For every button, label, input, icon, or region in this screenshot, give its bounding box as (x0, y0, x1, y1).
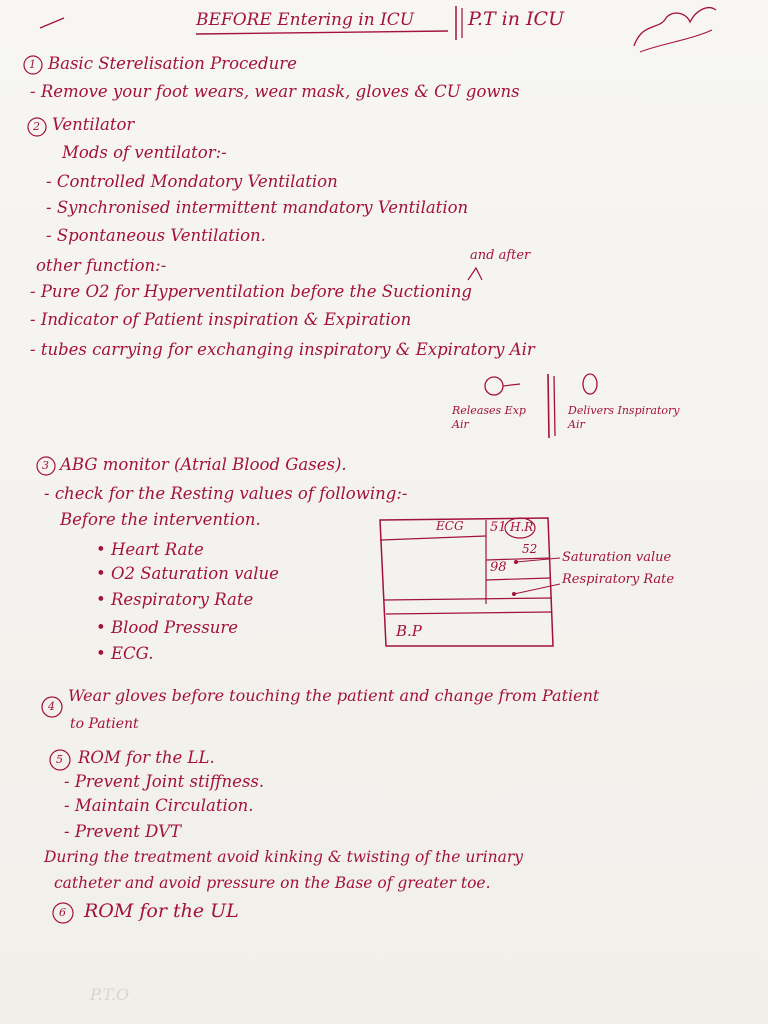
section-2-mode-1: - Controlled Mondatory Ventilation (46, 172, 338, 191)
section-2-other-heading: other function:- (36, 256, 167, 275)
section-5-number: 5 (56, 753, 63, 766)
section-4-number: 4 (48, 700, 55, 713)
section-2-function-1: - Pure O2 for Hyperventilation before the Suctioning (30, 282, 472, 301)
section-5-line-2: - Maintain Circulation. (64, 796, 254, 815)
section-1-title: Basic Sterelisation Procedure (48, 54, 297, 73)
monitor-ecg-label: ECG (436, 519, 464, 533)
section-1-number: 1 (29, 58, 36, 71)
section-5-title: ROM for the LL. (78, 748, 215, 767)
header-title-left: BEFORE Entering in ICU (196, 10, 415, 30)
expiratory-label: Releases Exp Air (452, 404, 526, 431)
section-6-title: ROM for the UL (84, 900, 239, 922)
section-4-line-1: Wear gloves before touching the patient and change from Patient (68, 686, 600, 705)
section-3-bullet-1: • Heart Rate (96, 540, 204, 559)
section-2-title: Ventilator (52, 115, 135, 134)
section-3-bullet-5: • ECG. (96, 644, 154, 663)
inspiratory-label: Delivers Inspiratory Air (568, 404, 680, 431)
section-3-bullet-2: • O2 Saturation value (96, 564, 279, 583)
section-2-mode-3: - Spontaneous Ventilation. (46, 226, 266, 245)
section-3-title: ABG monitor (Atrial Blood Gases). (60, 455, 347, 474)
section-5-line-3: - Prevent DVT (64, 822, 182, 841)
section-3-number: 3 (42, 459, 49, 472)
monitor-bp-label: B.P (396, 622, 422, 640)
section-3-bullet-4: • Blood Pressure (96, 618, 239, 637)
section-2-insert: and after (470, 248, 531, 263)
section-4-line-2: to Patient (70, 716, 139, 732)
section-5-line-1: - Prevent Joint stiffness. (64, 772, 265, 791)
header-title-right: P.T in ICU (468, 8, 565, 30)
section-3-before: Before the intervention. (60, 510, 261, 529)
section-3-bullet-3: • Respiratory Rate (96, 590, 254, 609)
monitor-rr-value: 52 (522, 542, 538, 556)
section-5-during-2: catheter and avoid pressure on the Base of greater toe. (54, 874, 491, 892)
bleed-through-pto: P.T.O (90, 985, 130, 1004)
section-3-check: - check for the Resting values of following:- (44, 484, 408, 503)
section-2-function-3: - tubes carrying for exchanging inspiratory & Expiratory Air (30, 340, 535, 359)
section-1-line: - Remove your foot wears, wear mask, gloves & CU gowns (30, 82, 520, 101)
section-5-during-1: During the treatment avoid kinking & twisting of the urinary (44, 848, 524, 866)
respiratory-rate-label: Respiratory Rate (562, 572, 675, 587)
section-2-mode-2: - Synchronised intermittent mandatory Ventilation (46, 198, 469, 217)
monitor-hr-label: H.R (510, 520, 534, 534)
section-2-modes-heading: Mods of ventilator:- (62, 143, 227, 162)
section-6-number: 6 (59, 906, 66, 919)
monitor-hr-value: 51 (490, 520, 507, 535)
section-2-function-2: - Indicator of Patient inspiration & Expiration (30, 310, 412, 329)
saturation-value-label: Saturation value (562, 550, 672, 565)
monitor-spo2-value: 98 (490, 560, 507, 575)
section-2-number: 2 (33, 120, 40, 133)
